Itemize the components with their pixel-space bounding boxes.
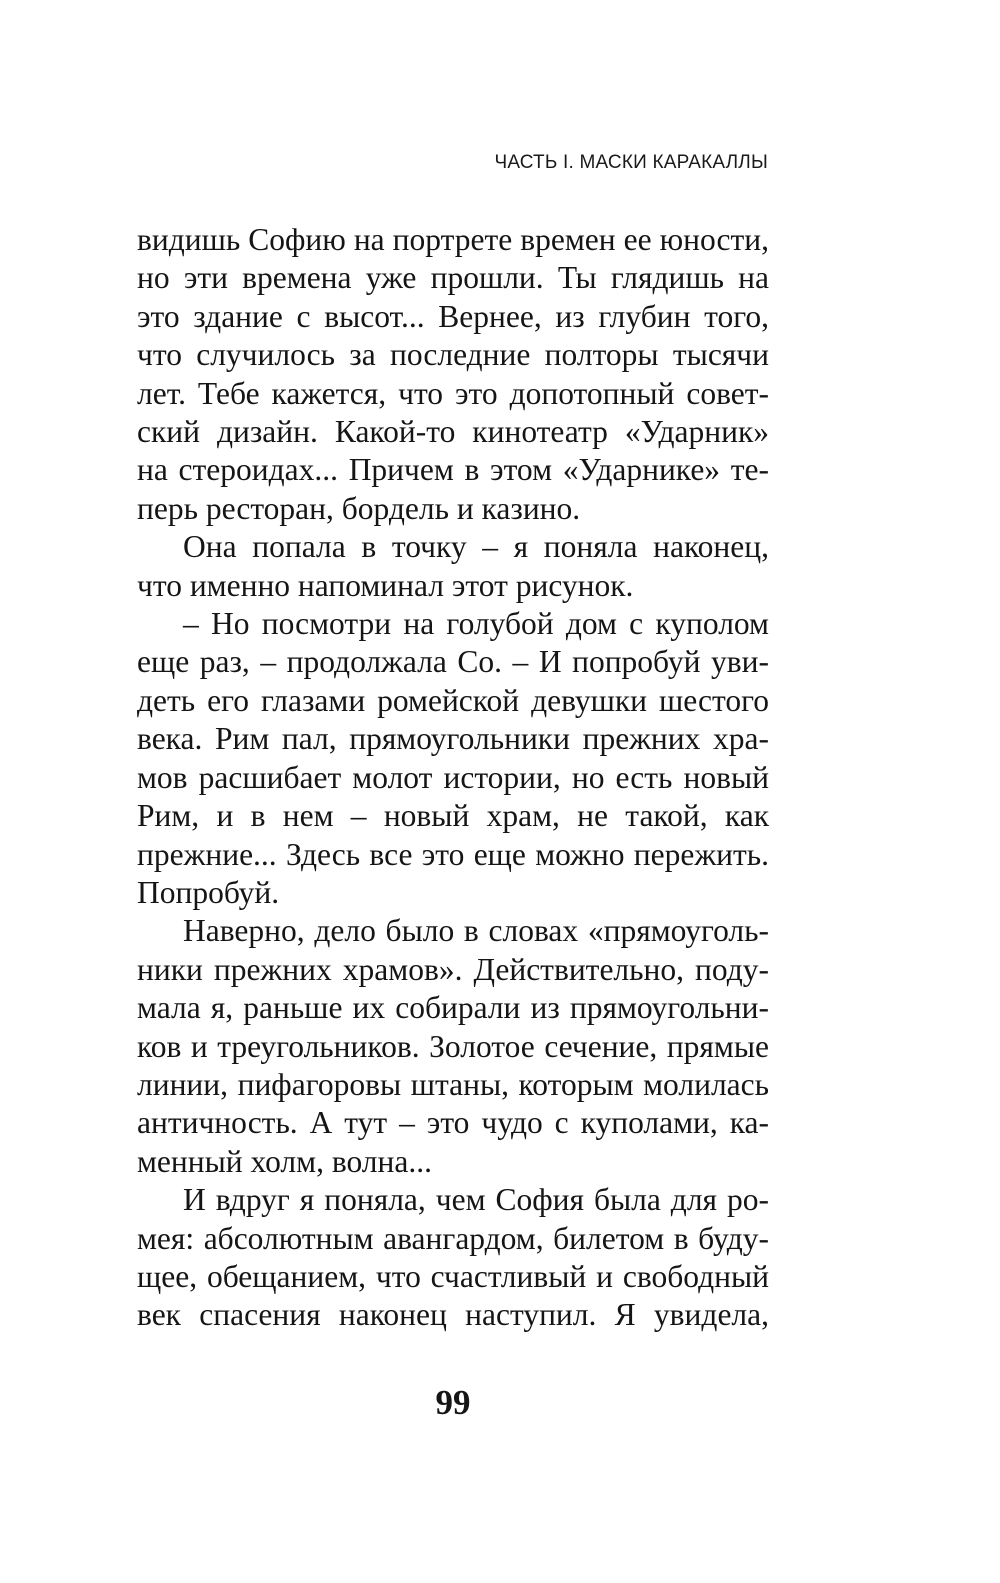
text-line: перь ресторан, бордель и казино.: [137, 490, 581, 526]
text-line: линии, пифагоровы штаны, которым молилась: [137, 1066, 769, 1102]
text-line: Наверно, дело было в словах «прямоуголь-: [183, 913, 769, 949]
paragraph: [137, 528, 769, 605]
text-line: но эти времена уже прошли. Ты глядишь на: [137, 260, 769, 296]
text-line: еще раз, – продолжала Со. – И попробуй уви-: [137, 644, 769, 680]
paragraph: [137, 221, 769, 528]
text-line: Рим, и в нем – новый храм, не такой, как: [137, 798, 769, 834]
text-line: мала я, раньше их собирали из прямоугольни-: [137, 990, 769, 1026]
text-line: на стероидах... Причем в этом «Ударнике» те-: [137, 452, 769, 488]
text-line: век спасения наконец наступил. Я увидела,: [137, 1297, 769, 1333]
text-line: века. Рим пал, прямоугольники прежних хра-: [137, 721, 769, 757]
running-header: ЧАСТЬ I. МАСКИ КАРАКАЛЛЫ: [494, 152, 768, 173]
text-line: что случилось за последние полторы тысячи: [137, 337, 769, 373]
paragraph: [137, 912, 769, 1181]
paragraph: [137, 605, 769, 912]
text-line: что именно напоминал этот рисунок.: [137, 567, 634, 603]
text-line: – Но посмотри на голубой дом с куполом: [183, 606, 769, 642]
text-line: лет. Тебе кажется, что это допотопный совет-: [137, 375, 769, 411]
text-line: это здание с высот... Вернее, из глубин того,: [137, 298, 769, 334]
text-line: деть его глазами ромейской девушки шестого: [137, 682, 769, 718]
paragraph: [137, 1181, 769, 1335]
text-line: И вдруг я поняла, чем София была для ро-: [183, 1182, 769, 1218]
text-line: ков и треугольников. Золотое сечение, прямые: [137, 1028, 769, 1064]
text-line: ники прежних храмов». Действительно, поду-: [137, 951, 769, 987]
text-line: мея: абсолютным авангардом, билетом в буду-: [137, 1220, 769, 1256]
text-line: щее, обещанием, что счастливый и свободный: [137, 1258, 769, 1294]
text-line: ский дизайн. Какой-то кинотеатр «Ударник»: [137, 414, 769, 450]
text-line: античность. А тут – это чудо с куполами, ка-: [137, 1105, 769, 1141]
text-line: видишь Софию на портрете времен ее юности,: [137, 222, 769, 257]
page-number: 99: [435, 1383, 471, 1422]
text-line: Попробуй.: [137, 874, 280, 910]
body-text: [137, 221, 769, 1335]
text-line: менный холм, волна...: [137, 1143, 432, 1179]
text-line: мов расшибает молот истории, но есть новый: [137, 759, 769, 795]
text-line: прежние... Здесь все это еще можно пережить.: [137, 836, 769, 872]
text-line: Она попала в точку – я поняла наконец,: [183, 529, 769, 565]
